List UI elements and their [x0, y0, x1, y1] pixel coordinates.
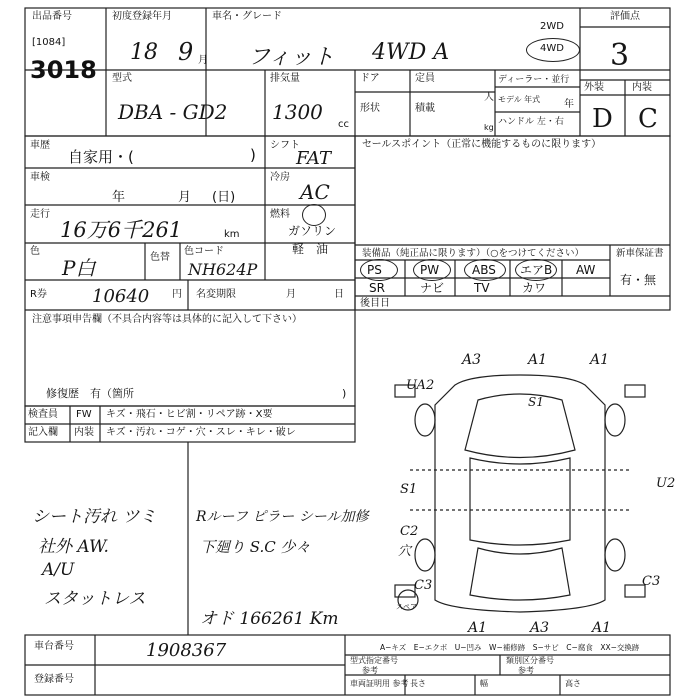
aircon-label: 冷房	[270, 172, 290, 183]
note-right-2: 下廻り S.C 少々	[200, 538, 311, 556]
mark-ua2: UA2	[406, 378, 435, 393]
interior-text: キズ・汚れ・コゲ・穴・スレ・キレ・破レ	[106, 427, 296, 438]
length-cert-label: 車両証明用 参考	[350, 679, 409, 688]
mark-s1-roof: S1	[528, 395, 544, 409]
mark-c3-left: C3	[414, 578, 433, 593]
name-change-month: 月	[286, 289, 296, 300]
year-unit: 年	[564, 99, 574, 110]
color-code-value: NH624P	[188, 260, 258, 279]
history-close: )	[250, 146, 256, 164]
mark-c2: C2	[400, 524, 419, 539]
note-odo: オド 166261 Km	[200, 609, 339, 629]
mark-s1-left: S1	[400, 482, 418, 497]
capacity-unit: 人	[484, 92, 494, 103]
repair-label: 修復歴 有（箇所	[46, 387, 134, 400]
notes-label: 注意事項申告欄（不具合内容等は具体的に記入して下さい）	[32, 314, 302, 325]
interior-grade: C	[638, 104, 658, 134]
equip-sr: SR	[369, 281, 385, 295]
note-line-2: 社外 AW.	[38, 537, 109, 557]
name-change-label: 名変期限	[196, 289, 236, 300]
category-ref: 参考	[518, 666, 534, 675]
history-value: 自家用・(	[68, 148, 134, 166]
repaint-label: 色替	[150, 252, 170, 263]
width-label: 幅	[480, 679, 488, 688]
drive-4wd: 4WD	[540, 43, 564, 54]
rear-seat-label: 後目日	[360, 298, 390, 309]
name-change-day: 日	[334, 289, 344, 300]
sales-point-label: セールスポイント（正常に機能するものに限ります）	[362, 139, 602, 150]
inspector-label: 検査員	[28, 409, 58, 420]
warranty-label: 新車保証書	[616, 248, 664, 259]
score-value: 3	[610, 38, 630, 73]
inspection-label: 車検	[30, 172, 50, 183]
dealer-label: ディーラー・並行	[498, 75, 570, 85]
score-label: 評価点	[610, 11, 640, 22]
height-label: 高さ	[565, 679, 581, 688]
drive-2wd: 2WD	[540, 21, 564, 32]
grade: 4WD A	[372, 40, 450, 65]
month-unit: 月	[198, 55, 208, 66]
damage-legend: A−キズ E−エクボ U−凹み W−補修跡 S−サビ C−腐食 XX−交換跡	[380, 643, 640, 652]
type-cert-label: 型式指定番号	[350, 656, 398, 665]
fuel-diesel: 軽 油	[292, 242, 329, 256]
equip-ps: PS	[367, 263, 382, 277]
note-line-4: スタットレス	[44, 589, 146, 609]
mark-a3-bottom: A3	[530, 620, 550, 636]
equipment-label: 装備品（純正品に限ります）（○をつけてください）	[362, 248, 585, 259]
inspection-year: 年	[112, 190, 126, 205]
door-label: ドア	[360, 73, 380, 84]
model-value: DBA - GD2	[118, 100, 228, 124]
equip-airbag: エアB	[520, 263, 553, 277]
shift-label: シフト	[270, 140, 300, 151]
mark-c3-right: C3	[642, 574, 661, 589]
aircon-value: AC	[300, 180, 330, 204]
reg-month: 9	[178, 38, 194, 66]
note-line-1: シート汚れ ツミ	[32, 507, 157, 527]
interior-label: 内装	[632, 82, 652, 93]
warranty-value: 有・無	[620, 273, 657, 287]
equip-abs: ABS	[472, 263, 496, 277]
spare-label: スペア	[396, 603, 417, 611]
fw-text: キズ・飛石・ヒビ割・リペア跡・X要	[106, 409, 273, 420]
car-diagram	[395, 375, 645, 612]
displacement-label: 排気量	[270, 73, 300, 84]
fuel-gasoline: ガソリン	[288, 224, 337, 238]
lot-number: 3018	[30, 56, 97, 84]
fw-label: FW	[76, 409, 92, 420]
handle-label: ハンドル 左・右	[498, 117, 564, 127]
category-label: 類別区分番号	[506, 656, 554, 665]
exterior-grade: D	[592, 104, 613, 134]
fuel-label: 燃料	[270, 209, 290, 220]
color-label: 色	[30, 246, 40, 257]
equip-aw: AW	[576, 263, 596, 277]
chassis-label: 車台番号	[34, 641, 74, 652]
cc-unit: cc	[338, 119, 349, 130]
mark-u2: U2	[656, 476, 676, 491]
exterior-label: 外装	[584, 82, 604, 93]
color-value: P白	[62, 256, 96, 280]
note-line-3: A/U	[42, 560, 75, 580]
model-year-label: モデル 年式	[498, 95, 541, 104]
reg-year: 18	[130, 40, 158, 65]
load-label: 積載	[415, 103, 435, 114]
first-reg-label: 初度登録年月	[112, 11, 172, 22]
mileage-value: 16万6千261	[60, 218, 183, 242]
reg-no-label: 登録番号	[34, 674, 74, 685]
recycle-label: R券	[30, 289, 47, 300]
repair-close: )	[342, 387, 347, 400]
lot-small: [1084]	[32, 37, 66, 48]
chassis-value: 1908367	[146, 640, 227, 661]
inspection-month: 月	[178, 190, 192, 205]
car-name: フィット	[248, 45, 335, 70]
mark-a1-top: A1	[528, 352, 548, 368]
equip-leather: カワ	[522, 281, 547, 295]
history-label: 車歴	[30, 140, 50, 151]
car-name-label: 車名・グレード	[212, 11, 282, 22]
entry-label: 記入欄	[28, 427, 58, 438]
note-right-1: Rルーフ ピラー シール加修	[196, 509, 369, 525]
type-cert-ref: 参考	[362, 666, 378, 675]
color-code-label: 色コード	[184, 246, 224, 257]
model-label: 型式	[112, 73, 132, 84]
recycle-value: 10640	[92, 286, 150, 307]
shift-value: FAT	[296, 148, 331, 169]
interior-row-label: 内装	[74, 427, 94, 438]
inspection-day: (日)	[212, 190, 236, 205]
equip-navi: ナビ	[420, 281, 445, 295]
mark-a3-top: A3	[462, 352, 482, 368]
kg-unit: kg	[484, 123, 494, 132]
displacement-value: 1300	[272, 100, 323, 124]
mileage-label: 走行	[30, 209, 50, 220]
mark-a1-bottom-right: A1	[592, 620, 612, 636]
lot-label: 出品番号	[32, 11, 72, 22]
shape-label: 形状	[360, 103, 380, 114]
equip-tv: TV	[474, 281, 490, 295]
mark-hole: 穴	[398, 544, 412, 559]
capacity-label: 定員	[415, 73, 435, 84]
mark-a1-bottom: A1	[468, 620, 488, 636]
equip-pw: PW	[420, 263, 440, 277]
yen-unit: 円	[172, 289, 182, 300]
mark-a1-top-right: A1	[590, 352, 610, 368]
length-label: 長さ	[410, 679, 426, 688]
km-unit: km	[224, 229, 240, 240]
